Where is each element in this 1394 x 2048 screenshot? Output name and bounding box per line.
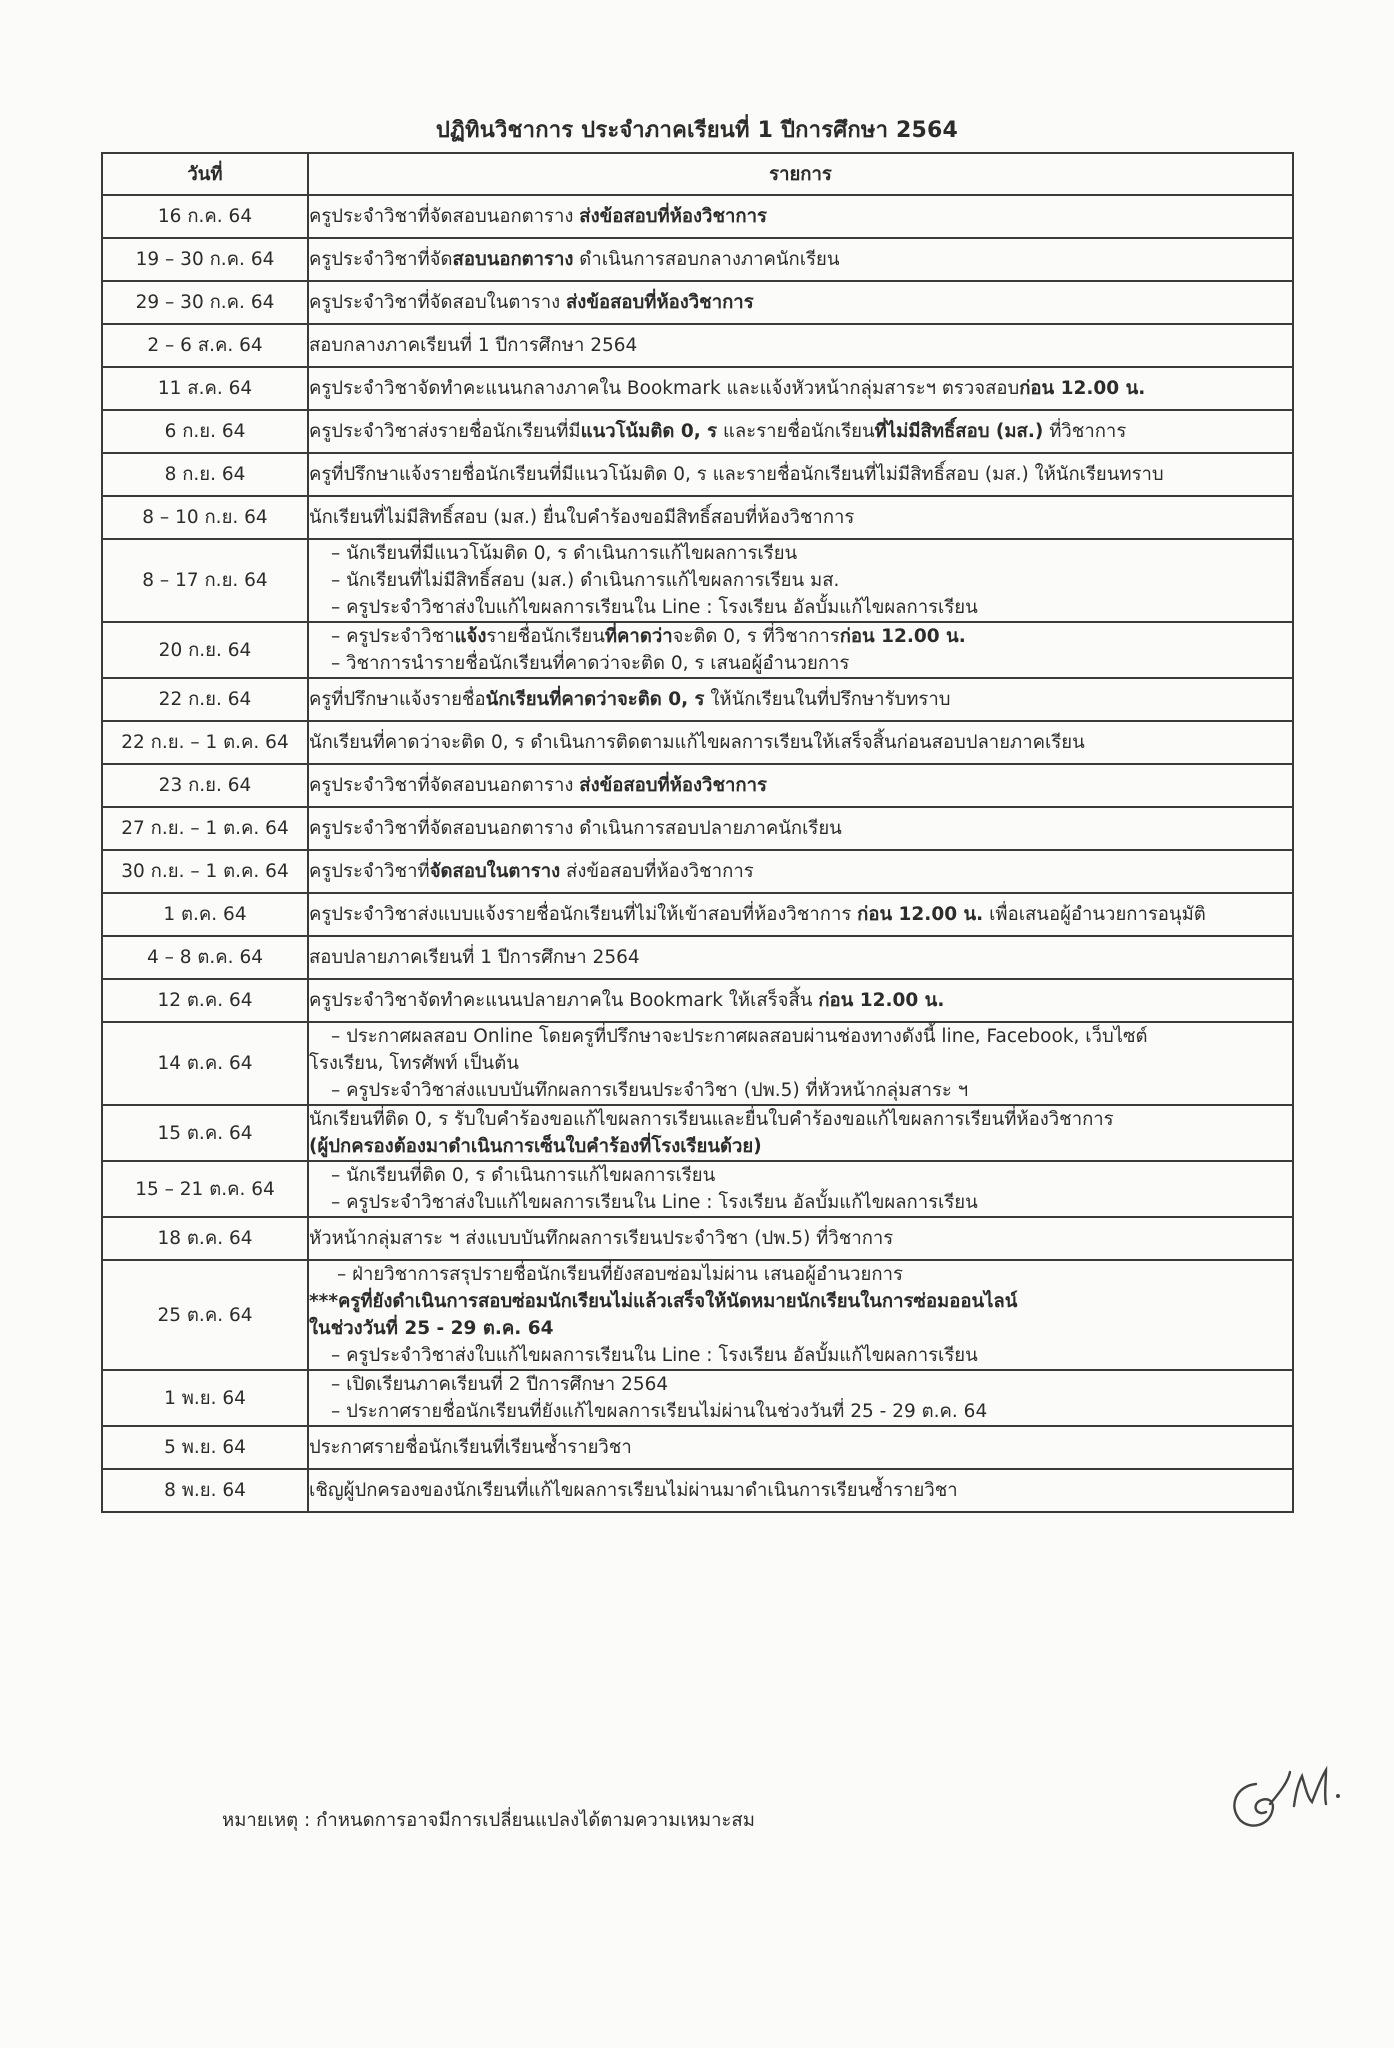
description-line: – ครูประจำวิชาส่งใบแก้ไขผลการเรียนใน Line : โรงเรียน อัลบั้มแก้ไขผลการเรียน [331, 1345, 978, 1366]
row-description [308, 622, 1293, 678]
signature-mark [1218, 1762, 1348, 1832]
row-date: 1 พ.ย. 64 [102, 1370, 308, 1426]
table-row [102, 367, 1293, 410]
header-items: รายการ [308, 153, 1293, 195]
row-description [308, 410, 1293, 453]
table-row [102, 622, 1293, 678]
row-date: 25 ต.ค. 64 [102, 1260, 308, 1370]
description-line: เชิญผู้ปกครองของนักเรียนที่แก้ไขผลการเรียนไม่ผ่านมาดำเนินการเรียนซ้ำรายวิชา [309, 1480, 958, 1501]
row-date: 8 – 10 ก.ย. 64 [102, 496, 308, 539]
emphasis-text: (ผู้ปกครองต้องมาดำเนินการเซ็นใบคำร้องที่โรงเรียนด้วย) [309, 1136, 762, 1157]
row-description [308, 979, 1293, 1022]
description-line: โรงเรียน, โทรศัพท์ เป็นต้น [309, 1053, 519, 1074]
row-description [308, 721, 1293, 764]
row-date: 29 – 30 ก.ค. 64 [102, 281, 308, 324]
row-date: 16 ก.ค. 64 [102, 195, 308, 238]
emphasis-text: แนวโน้มติด 0, ร [580, 421, 718, 442]
row-description [308, 764, 1293, 807]
row-date: 30 ก.ย. – 1 ต.ค. 64 [102, 850, 308, 893]
table-row [102, 1105, 1293, 1161]
row-date: 6 ก.ย. 64 [102, 410, 308, 453]
description-line: ครูประจำวิชาจัดทำคะแนนกลางภาคใน Bookmark และแจ้งหัวหน้ากลุ่มสาระฯ ตรวจสอบก่อน 12.00 น. [309, 378, 1146, 399]
row-description [308, 1469, 1293, 1512]
emphasis-text: ส่งข้อสอบที่ห้องวิชาการ [579, 206, 767, 227]
page-title: ปฏิทินวิชาการ ประจำภาคเรียนที่ 1 ปีการศึกษา 2564 [435, 118, 959, 143]
description-line [309, 1315, 1292, 1342]
description-line: ครูที่ปรึกษาแจ้งรายชื่อนักเรียนที่มีแนวโน้มติด 0, ร และรายชื่อนักเรียนที่ไม่มีสิทธิ์สอบ (มส.) ให้นักเรียนทราบ [309, 464, 1164, 485]
row-date: 8 – 17 ก.ย. 64 [102, 539, 308, 622]
row-date: 23 ก.ย. 64 [102, 764, 308, 807]
emphasis-text: ***ครูที่ยังดำเนินการสอบซ่อมนักเรียนไม่แล้วเสร็จให้นัดหมายนักเรียนในการซ่อมออนไลน์ [309, 1291, 1018, 1312]
row-description [308, 678, 1293, 721]
description-line: – ครูประจำวิชาส่งใบแก้ไขผลการเรียนใน Line : โรงเรียน อัลบั้มแก้ไขผลการเรียน [331, 597, 978, 618]
description-line: – ครูประจำวิชาส่งใบแก้ไขผลการเรียนใน Line : โรงเรียน อัลบั้มแก้ไขผลการเรียน [331, 1192, 978, 1213]
description-line: – นักเรียนที่ไม่มีสิทธิ์สอบ (มส.) ดำเนินการแก้ไขผลการเรียน มส. [331, 570, 840, 591]
description-line: – ฝ่ายวิชาการสรุปรายชื่อนักเรียนที่ยังสอบซ่อมไม่ผ่าน เสนอผู้อำนวยการ [337, 1264, 903, 1285]
row-description [308, 367, 1293, 410]
row-date: 22 ก.ย. – 1 ต.ค. 64 [102, 721, 308, 764]
table-row [102, 539, 1293, 622]
row-date: 8 พ.ย. 64 [102, 1469, 308, 1512]
table-row [102, 496, 1293, 539]
row-date: 5 พ.ย. 64 [102, 1426, 308, 1469]
description-line: นักเรียนที่ไม่มีสิทธิ์สอบ (มส.) ยื่นใบคำร้องขอมีสิทธิ์สอบที่ห้องวิชาการ [309, 507, 855, 528]
table-row [102, 764, 1293, 807]
description-line: – ประกาศรายชื่อนักเรียนที่ยังแก้ไขผลการเรียนไม่ผ่านในช่วงวันที่ 25 - 29 ต.ค. 64 [331, 1401, 988, 1422]
row-description [308, 539, 1293, 622]
row-description [308, 496, 1293, 539]
footnote: หมายเหตุ : กำหนดการอาจมีการเปลี่ยนแปลงได้ตามความเหมาะสม [222, 1810, 755, 1831]
table-row [102, 1469, 1293, 1512]
row-description [308, 324, 1293, 367]
table-row [102, 936, 1293, 979]
description-line: สอบกลางภาคเรียนที่ 1 ปีการศึกษา 2564 [309, 335, 638, 356]
description-line: ครูประจำวิชาที่จัดสอบในตาราง ส่งข้อสอบที่ห้องวิชาการ [309, 292, 754, 313]
emphasis-text: ก่อน 12.00 น. [1019, 378, 1146, 399]
description-line: – เปิดเรียนภาคเรียนที่ 2 ปีการศึกษา 2564 [331, 1374, 669, 1395]
table-row [102, 1022, 1293, 1105]
row-description [308, 1161, 1293, 1217]
description-line [309, 1288, 1292, 1315]
row-date: 27 ก.ย. – 1 ต.ค. 64 [102, 807, 308, 850]
description-line: – นักเรียนที่มีแนวโน้มติด 0, ร ดำเนินการแก้ไขผลการเรียน [331, 543, 798, 564]
table-row [102, 1370, 1293, 1426]
row-date: 19 – 30 ก.ค. 64 [102, 238, 308, 281]
row-description [308, 453, 1293, 496]
table-row [102, 238, 1293, 281]
emphasis-text: ที่คาดว่า [604, 626, 673, 647]
table-row [102, 453, 1293, 496]
description-line: ครูประจำวิชาที่จัดสอบนอกตาราง ส่งข้อสอบที่ห้องวิชาการ [309, 775, 767, 796]
table-row [102, 1426, 1293, 1469]
description-line: สอบปลายภาคเรียนที่ 1 ปีการศึกษา 2564 [309, 947, 640, 968]
table-row [102, 281, 1293, 324]
emphasis-text: ส่งข้อสอบที่ห้องวิชาการ [566, 292, 754, 313]
row-description [308, 1370, 1293, 1426]
row-date: 4 – 8 ต.ค. 64 [102, 936, 308, 979]
emphasis-text: ก่อน 12.00 น. [839, 626, 966, 647]
row-date: 20 ก.ย. 64 [102, 622, 308, 678]
description-line: – ครูประจำวิชาแจ้งรายชื่อนักเรียนที่คาดว่าจะติด 0, ร ที่วิชาการก่อน 12.00 น. [331, 626, 966, 647]
description-line: ครูประจำวิชาส่งแบบแจ้งรายชื่อนักเรียนที่ไม่ให้เข้าสอบที่ห้องวิชาการ ก่อน 12.00 น. เพื่อเสนอผู้อำนวยการอนุมัติ [309, 904, 1206, 925]
row-date: 1 ต.ค. 64 [102, 893, 308, 936]
description-line: นักเรียนที่คาดว่าจะติด 0, ร ดำเนินการติดตามแก้ไขผลการเรียนให้เสร็จสิ้นก่อนสอบปลายภาคเรียน [309, 732, 1085, 753]
row-date: 15 ต.ค. 64 [102, 1105, 308, 1161]
description-line: ครูประจำวิชาที่จัดสอบนอกตาราง ดำเนินการสอบกลางภาคนักเรียน [309, 249, 840, 270]
description-line: ครูประจำวิชาจัดทำคะแนนปลายภาคใน Bookmark ให้เสร็จสิ้น ก่อน 12.00 น. [309, 990, 945, 1011]
table-row [102, 324, 1293, 367]
table-row [102, 1161, 1293, 1217]
description-line: นักเรียนที่ติด 0, ร รับใบคำร้องขอแก้ไขผลการเรียนและยื่นใบคำร้องขอแก้ไขผลการเรียนที่ห้องวิชาการ [309, 1109, 1114, 1130]
description-line: – วิชาการนำรายชื่อนักเรียนที่คาดว่าจะติด 0, ร เสนอผู้อำนวยการ [331, 653, 850, 674]
row-description [308, 936, 1293, 979]
table-row [102, 678, 1293, 721]
description-line: ครูประจำวิชาส่งรายชื่อนักเรียนที่มีแนวโน้มติด 0, ร และรายชื่อนักเรียนที่ไม่มีสิทธิ์สอบ (มส.) ที่วิชาการ [309, 421, 1127, 442]
header-row [102, 153, 1293, 195]
row-description [308, 1260, 1293, 1370]
description-line [309, 1133, 1292, 1160]
table-row [102, 850, 1293, 893]
description-line: หัวหน้ากลุ่มสาระ ฯ ส่งแบบบันทึกผลการเรียนประจำวิชา (ปพ.5) ที่วิชาการ [309, 1228, 894, 1249]
table-row [102, 1260, 1293, 1370]
row-date: 12 ต.ค. 64 [102, 979, 308, 1022]
row-date: 11 ส.ค. 64 [102, 367, 308, 410]
row-date: 8 ก.ย. 64 [102, 453, 308, 496]
table-row [102, 893, 1293, 936]
table-row [102, 410, 1293, 453]
row-description [308, 195, 1293, 238]
row-date: 15 – 21 ต.ค. 64 [102, 1161, 308, 1217]
emphasis-text: จัดสอบในตาราง [429, 861, 561, 882]
row-description [308, 1217, 1293, 1260]
description-line: ประกาศรายชื่อนักเรียนที่เรียนซ้ำรายวิชา [309, 1437, 632, 1458]
table-row [102, 1217, 1293, 1260]
description-line: – ประกาศผลสอบ Online โดยครูที่ปรึกษาจะประกาศผลสอบผ่านช่องทางดังนี้ line, Facebook, เว็บไซต์ [331, 1026, 1148, 1047]
table-row [102, 195, 1293, 238]
table-row [102, 979, 1293, 1022]
description-line: ครูประจำวิชาที่จัดสอบในตาราง ส่งข้อสอบที่ห้องวิชาการ [309, 861, 754, 882]
row-date: 18 ต.ค. 64 [102, 1217, 308, 1260]
row-description [308, 1022, 1293, 1105]
table-row [102, 721, 1293, 764]
row-date: 2 – 6 ส.ค. 64 [102, 324, 308, 367]
row-description [308, 1105, 1293, 1161]
row-description [308, 807, 1293, 850]
schedule-body [102, 195, 1293, 1512]
description-line: ครูประจำวิชาที่จัดสอบนอกตาราง ดำเนินการสอบปลายภาคนักเรียน [309, 818, 842, 839]
row-description [308, 281, 1293, 324]
emphasis-text: ที่ไม่มีสิทธิ์สอบ (มส.) [874, 421, 1044, 442]
emphasis-text: นักเรียนที่คาดว่าจะติด 0, ร [485, 689, 705, 710]
schedule-table [101, 152, 1294, 1513]
description-line: – ครูประจำวิชาส่งแบบบันทึกผลการเรียนประจำวิชา (ปพ.5) ที่หัวหน้ากลุ่มสาระ ฯ [331, 1080, 969, 1101]
row-date: 22 ก.ย. 64 [102, 678, 308, 721]
header-date: วันที่ [102, 153, 308, 195]
description-line: ครูประจำวิชาที่จัดสอบนอกตาราง ส่งข้อสอบที่ห้องวิชาการ [309, 206, 767, 227]
row-description [308, 893, 1293, 936]
description-line: ครูที่ปรึกษาแจ้งรายชื่อนักเรียนที่คาดว่าจะติด 0, ร ให้นักเรียนในที่ปรึกษารับทราบ [309, 689, 951, 710]
table-row [102, 807, 1293, 850]
emphasis-text: ก่อน 12.00 น. [818, 990, 945, 1011]
emphasis-text: แจ้ง [454, 626, 487, 647]
description-line: – นักเรียนที่ติด 0, ร ดำเนินการแก้ไขผลการเรียน [331, 1165, 716, 1186]
emphasis-text: ในช่วงวันที่ 25 - 29 ต.ค. 64 [309, 1318, 554, 1339]
row-description [308, 1426, 1293, 1469]
emphasis-text: ก่อน 12.00 น. [857, 904, 984, 925]
row-description [308, 238, 1293, 281]
emphasis-text: สอบนอกตาราง [452, 249, 574, 270]
emphasis-text: ส่งข้อสอบที่ห้องวิชาการ [579, 775, 767, 796]
row-date: 14 ต.ค. 64 [102, 1022, 308, 1105]
row-description [308, 850, 1293, 893]
